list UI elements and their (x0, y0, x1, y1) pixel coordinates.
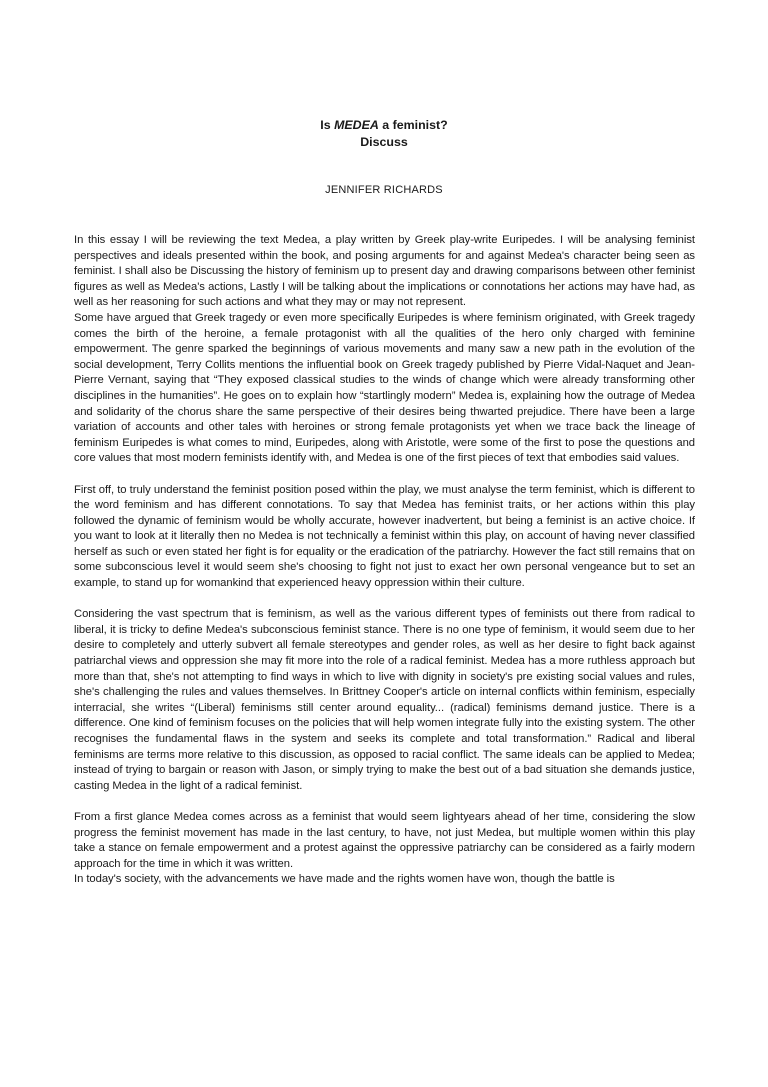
author-name: JENNIFER RICHARDS (325, 184, 443, 196)
essay-body (74, 233, 695, 888)
paragraph-intro: In this essay I will be reviewing the text Medea, a play written by Greek play-write Euripedes. I will be analysing feminist perspectives and ideals presented within the book, and posing arguments for and against Medea's character being seen as feminist. I shall also be Discussing the history of feminism up to present day and drawing comparisons between other feminist figures as well as Medea's actions, Lastly I will be talking about the implications or connotations her actions may have had, as well as her reasoning for such actions and what they may or may not represent. (74, 234, 695, 309)
title-emphasis: MEDEA (334, 118, 379, 132)
paragraph-feminist-term: First off, to truly understand the feminist position posed within the play, we must analyse the term feminist, which is different to the word feminism and has different connotations. To say that Medea has feminist traits, or her actions within this play followed the dynamic of feminism would be wholly accurate, however inadvertent, but being a feminist is an active choice. If you want to look at it literally then no Medea is not technically a feminist within this play, on account of having never classified herself as such or even stated her fight is for equality or the eradication of the patriarchy. However the fact still remains that on some subconscious level it would seem she's choosing to fight not just to exact her own personal vengeance but to set an example, to stand up for womankind that experienced heavy oppression within their culture. (74, 483, 695, 590)
title-prefix: Is (320, 118, 335, 132)
paragraph-greek-tragedy: Some have argued that Greek tragedy or even more specifically Euripedes is where feminism originated, with Greek tragedy comes the birth of the heroine, a female protagonist with all the qualities of the hero only charged with feminine empowerment. The genre sparked the beginnings of various movements and many saw a new path in the evolution of the social development, Terry Collits mentions the influential book on Greek tragedy published by Pierre Vidal-Naquet and Jean-Pierre Vernant, saying that “They exposed classical studies to the winds of change which were already transforming other disciplines in the humanities”. He goes on to explain how “startlingly modern” Medea is, explaining how the outrage of Medea and solidarity of the chorus share the same perspective of their desires being thwarted prejudice. There have been a large variation of accounts and other tales with heroines or strong female protagonists yet when we trace back the lineage of feminism Euripedes is what comes to mind, Euripedes, along with Aristotle, were some of the first to pose the questions and core values that most modern feminists identify with, and Medea is one of the first pieces of text that embodies said values. (74, 311, 695, 465)
title-subtitle: Discuss (360, 135, 408, 149)
paragraph-todays-society: In today's society, with the advancements we have made and the rights women have won, though the battle is (74, 873, 615, 886)
title-suffix: a feminist? (378, 118, 448, 132)
paragraph-first-glance: From a first glance Medea comes across as a feminist that would seem lightyears ahead of her time, considering the slow progress the feminist movement has made in the last century, to have, not just Medea, but multiple women within this play take a stance on female empowerment and a protest against the oppressive patriarchy can be considered as a fairly modern approach for the time in which it was written. (74, 810, 695, 870)
essay-title (0, 117, 768, 151)
paragraph-spectrum: Considering the vast spectrum that is feminism, as well as the various different types of feminists out there from radical to liberal, it is tricky to define Medea's subconscious feminist stance. There is no one type of feminism, it would seem due to her desire to completely and utterly subvert all female stereotypes and gender roles, as well as her desire to fight back against patriarchal views and oppression she may fit more into the role of a radical feminist. Medea has a more ruthless approach but more than that, she's not attempting to find ways in which to live with dignity in society's pre existing social values and rules, she's challenging the rules and values themselves. In Brittney Cooper's article on internal conflicts within feminism, especially interracial, she writes “(Liberal) feminisms still center around equality... (radical) feminisms demand justice. There is a difference. One kind of feminism focuses on the policies that will help women integrate fully into the existing system. The other recognises the fundamental flaws in the system and seeks its complete and total transformation.” Radical and liberal feminisms are terms more relative to this discussion, as opposed to racial conflict. The same ideals can be applied to Medea; instead of trying to bargain or reason with Jason, or simply trying to make the best out of a bad situation she demands justice, casting Medea in the light of a radical feminist. (74, 608, 695, 792)
